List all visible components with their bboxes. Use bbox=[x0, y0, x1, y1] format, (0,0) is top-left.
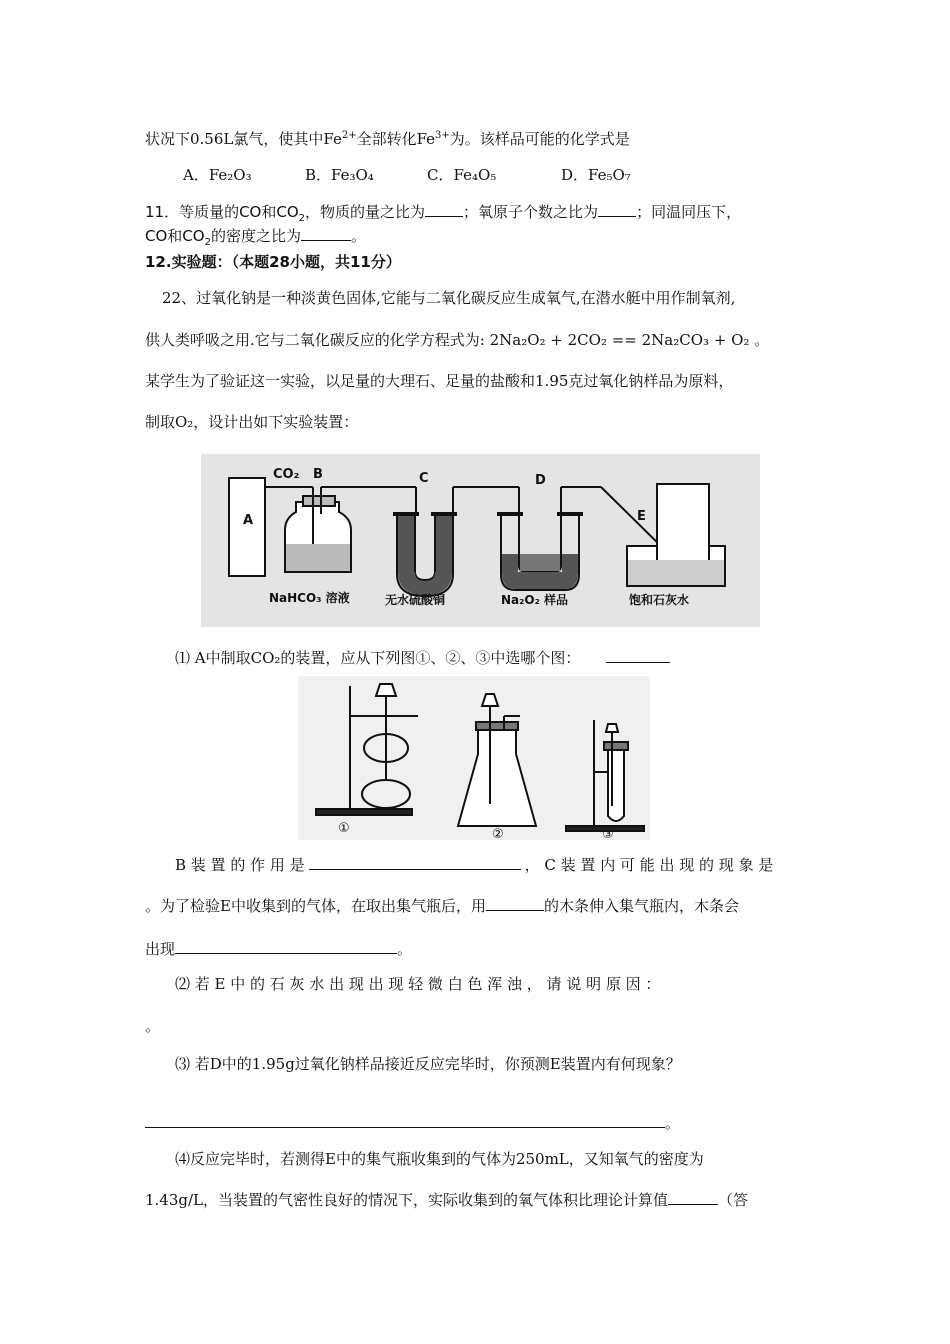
q11-blank-3[interactable] bbox=[301, 226, 351, 241]
choice-3-testtube bbox=[608, 748, 624, 821]
q11-text-e: CO和CO bbox=[145, 227, 205, 245]
b-purpose-text-b: ， C 装 置 内 可 能 出 现 的 现 象 是 bbox=[524, 856, 774, 874]
q22-line-3: 某学生为了验证这一实验，以足量的大理石、足量的盐酸和1.95克过氧化钠样品为原料， bbox=[145, 372, 734, 390]
q10-text-line bbox=[145, 128, 630, 149]
b-purpose-line-2 bbox=[145, 895, 739, 916]
b-purpose-blank[interactable] bbox=[309, 855, 521, 870]
caption-b: NaHCO₃ 溶液 bbox=[269, 591, 350, 605]
sub3-end: 。 bbox=[665, 1114, 681, 1132]
b-purpose-text-e: 出现 bbox=[145, 940, 176, 958]
caption-c: 无水硫酸铜 bbox=[385, 593, 446, 607]
q10-option-a[interactable]: A．Fe₂O₃ bbox=[183, 166, 252, 184]
caption-d: Na₂O₂ 样品 bbox=[501, 593, 569, 607]
label-d: D bbox=[535, 473, 546, 488]
sub1-line bbox=[175, 647, 670, 668]
q11-text-g: 。 bbox=[350, 227, 366, 245]
sub1-text: ⑴ A中制取CO₂的装置，应从下列图①、②、③中选哪个图： bbox=[175, 649, 581, 667]
q10-options bbox=[183, 164, 631, 185]
fe3-charge: 3+ bbox=[435, 130, 450, 141]
sub3-line-1: ⑶ 若D中的1.95g过氧化钠样品接近反应完毕时，你预测E装置内有何现象？ bbox=[175, 1055, 681, 1073]
b-purpose-text-c: 。为了检验E中收集到的气体，在取出集气瓶后，用 bbox=[145, 897, 486, 915]
sub3-answer-line bbox=[145, 1112, 680, 1133]
caption-e: 饱和石灰水 bbox=[629, 593, 690, 607]
q11-text-d: ；同温同压下， bbox=[636, 203, 742, 221]
q11-blank-2[interactable] bbox=[598, 202, 636, 217]
b-purpose-text-d: 的木条伸入集气瓶内，木条会 bbox=[543, 897, 739, 915]
sub1-blank[interactable] bbox=[606, 648, 670, 663]
q11-text-c: ；氧原子个数之比为 bbox=[463, 203, 599, 221]
q10-text-a: 状况下0.56L氯气，使其中Fe bbox=[145, 130, 342, 148]
q10-option-b[interactable]: B．Fe₃O₄ bbox=[305, 166, 374, 184]
splint-result-blank[interactable] bbox=[175, 939, 397, 954]
subscript: 2 bbox=[204, 237, 211, 248]
label-c: C bbox=[419, 471, 429, 486]
q10-text-c: 为。该样品可能的化学式是 bbox=[449, 130, 630, 148]
label-e: E bbox=[637, 509, 646, 524]
section-heading: 12.实验题：（本题28小题，共11分） bbox=[145, 253, 401, 271]
label-a: A bbox=[243, 513, 254, 528]
sub4-text-a: 1.43g/L，当装置的气密性良好的情况下，实际收集到的氧气体积比理论计算值 bbox=[145, 1191, 669, 1209]
q10-option-d[interactable]: D．Fe₅O₇ bbox=[561, 166, 631, 184]
choice-label-2: ② bbox=[492, 827, 504, 840]
sub4-blank[interactable] bbox=[668, 1190, 718, 1205]
choice-label-1: ① bbox=[338, 821, 350, 836]
q22-line-1: 22、过氧化钠是一种淡黄色固体,它能与二氧化碳反应生成氧气,在潜水艇中用作制氧剂, bbox=[162, 289, 736, 307]
choice-label-3: ③ bbox=[602, 827, 614, 840]
fe2-charge: 2+ bbox=[341, 130, 357, 141]
label-co2: CO₂ bbox=[273, 467, 300, 482]
sub2-line-1: ⑵ 若 E 中 的 石 灰 水 出 现 出 现 轻 微 白 色 浑 浊 ， 请 说 明 原 因 ： bbox=[175, 975, 661, 993]
q11-line-1 bbox=[145, 201, 741, 224]
b-purpose-text-f: 。 bbox=[397, 940, 413, 958]
q22-line-4: 制取O₂，设计出如下实验装置： bbox=[145, 413, 359, 431]
q11-text-b: ，物质的量之比为 bbox=[305, 203, 426, 221]
sub2-line-2: 。 bbox=[145, 1017, 161, 1035]
q10-text-b: 全部转化Fe bbox=[356, 130, 436, 148]
q11-blank-1[interactable] bbox=[425, 202, 463, 217]
label-b: B bbox=[313, 467, 323, 482]
sub3-blank[interactable] bbox=[145, 1113, 665, 1128]
subscript: 2 bbox=[298, 213, 306, 224]
sub4-line-1: ⑷反应完毕时，若测得E中的集气瓶收集到的气体为250mL，又知氧气的密度为 bbox=[175, 1150, 704, 1168]
apparatus-diagram bbox=[201, 454, 760, 627]
q11-text-a: 11．等质量的CO和CO bbox=[145, 203, 299, 221]
q11-line-2 bbox=[145, 225, 366, 248]
sub4-text-b: （答 bbox=[718, 1191, 749, 1209]
b-purpose-line-1 bbox=[175, 854, 773, 875]
q11-text-f: 的密度之比为 bbox=[210, 227, 301, 245]
q22-line-2: 供人类呼吸之用.它与二氧化碳反应的化学方程式为: 2Na₂O₂ + 2CO₂ == 2Na₂CO₃ + O₂ 。 bbox=[145, 331, 770, 349]
splint-blank[interactable] bbox=[486, 896, 544, 911]
choice-diagram bbox=[298, 676, 650, 840]
q10-option-c[interactable]: C．Fe₄O₅ bbox=[427, 166, 497, 184]
b-purpose-text-a: B 装 置 的 作 用 是 bbox=[175, 856, 305, 874]
sub4-line-2 bbox=[145, 1189, 748, 1210]
apparatus-e-jar bbox=[657, 484, 709, 564]
b-purpose-line-3 bbox=[145, 938, 412, 959]
